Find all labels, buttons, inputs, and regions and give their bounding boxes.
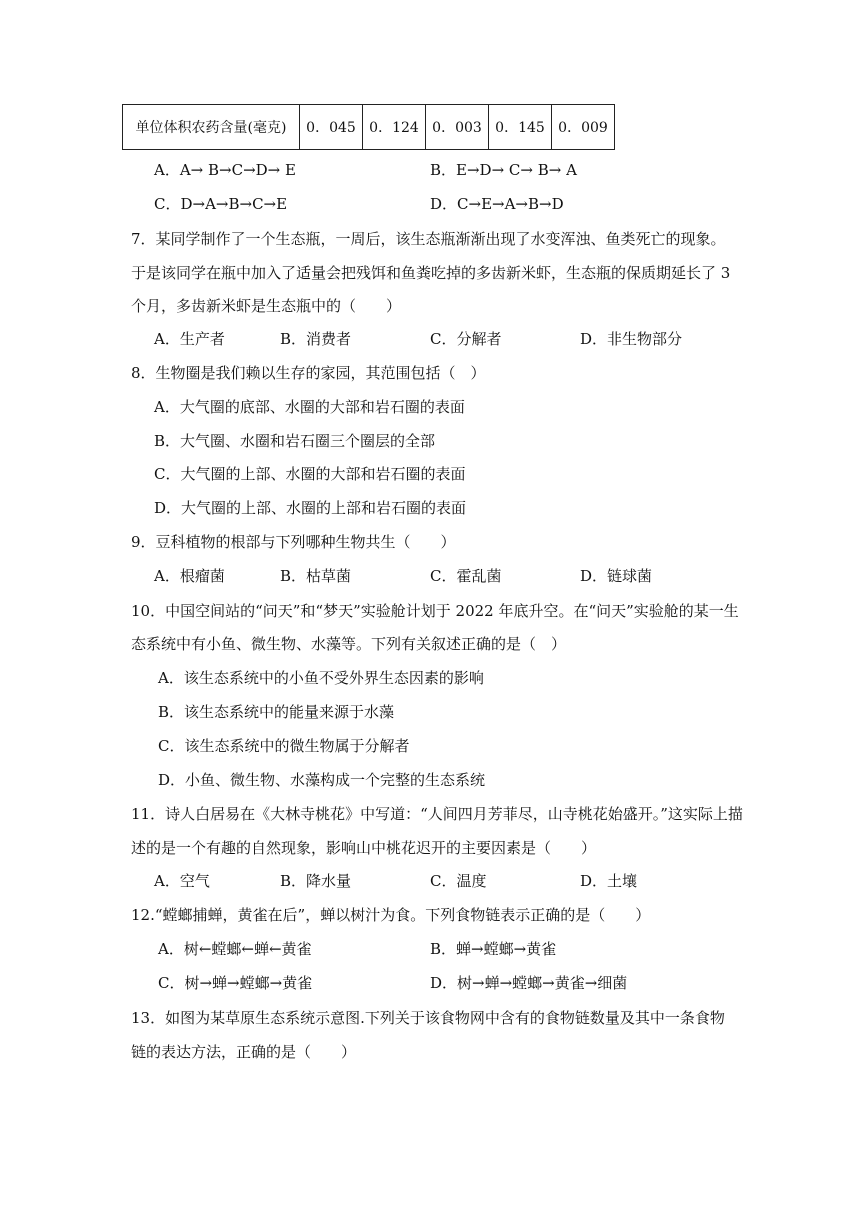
q7-option-b: B．消费者 [280,330,352,348]
q9-option-d: D．链球菌 [580,567,653,585]
q11-option-a: A．空气 [154,872,210,890]
q12-option-b: B．蝉→螳螂→黄雀 [430,940,557,958]
q7-stem-line-1: 7．某同学制作了一个生态瓶，一周后，该生态瓶渐渐出现了水变浑浊、鱼类死亡的现象。 [131,230,726,248]
q8-option-c: C．大气圈的上部、水圈的大部和岩石圈的表面 [154,465,466,483]
q7-option-a: A．生产者 [154,330,225,348]
q6-option-d: D．C→E→A→B→D [430,195,564,213]
table-cell: 0．124 [363,105,426,150]
q6-option-b: B．E→D→ C→ B→ A [430,161,577,179]
q12-option-d: D．树→蝉→螳螂→黄雀→细菌 [430,974,628,992]
q10-stem-line-2: 态系统中有小鱼、微生物、水藻等。下列有关叙述正确的是（ ） [131,635,567,653]
q6-option-c: C．D→A→B→C→E [154,195,288,213]
q12-stem: 12.“螳螂捕蝉，黄雀在后”，蝉以树汁为食。下列食物链表示正确的是（ ） [131,906,651,924]
q8-option-b: B．大气圈、水圈和岩石圈三个圈层的全部 [154,432,436,450]
q11-option-c: C．温度 [430,872,487,890]
q11-stem-line-2: 述的是一个有趣的自然现象，影响山中桃花迟开的主要因素是（ ） [131,839,597,857]
q8-stem: 8．生物圈是我们赖以生存的家园，其范围包括（ ） [131,364,486,382]
q13-stem-line-1: 13．如图为某草原生态系统示意图.下列关于该食物网中含有的食物链数量及其中一条食物 [131,1009,725,1027]
q8-option-a: A．大气圈的底部、水圈的大部和岩石圈的表面 [154,398,465,416]
table-cell: 0．145 [489,105,552,150]
q12-option-c: C．树→蝉→螳螂→黄雀 [158,974,313,992]
q10-option-b: B．该生态系统中的能量来源于水藻 [158,703,395,721]
table-cell: 0．045 [300,105,363,150]
q11-stem-line-1: 11．诗人白居易在《大林寺桃花》中写道：“人间四月芳菲尽，山寺桃花始盛开。”这实际上描 [131,805,743,823]
q11-option-b: B．降水量 [280,872,352,890]
q10-option-c: C．该生态系统中的微生物属于分解者 [158,737,410,755]
q7-stem-line-3: 个月，多齿新米虾是生态瓶中的（ ） [131,297,402,315]
q9-stem: 9．豆科植物的根部与下列哪种生物共生（ ） [131,533,456,551]
q9-option-a: A．根瘤菌 [154,567,225,585]
q10-option-a: A．该生态系统中的小鱼不受外界生态因素的影响 [158,669,484,687]
q7-option-c: C．分解者 [430,330,502,348]
table-cell: 0．009 [552,105,615,150]
q6-option-a: A．A→ B→C→D→ E [154,161,296,179]
q9-option-c: C．霍乱菌 [430,567,502,585]
q10-option-d: D．小鱼、微生物、水藻构成一个完整的生态系统 [158,771,486,789]
table-cell: 0．003 [426,105,489,150]
q8-option-d: D．大气圈的上部、水圈的上部和岩石圈的表面 [154,499,467,517]
q13-stem-line-2: 链的表达方法，正确的是（ ） [131,1043,357,1061]
pesticide-table [122,104,615,150]
q7-option-d: D．非生物部分 [580,330,683,348]
table-row [123,105,615,150]
table-header-cell: 单位体积农药含量(毫克) [123,105,300,150]
q9-option-b: B．枯草菌 [280,567,352,585]
q12-option-a: A．树←螳螂←蝉←黄雀 [158,940,312,958]
q7-stem-line-2: 于是该同学在瓶中加入了适量会把残饵和鱼粪吃掉的多齿新米虾，生态瓶的保质期延长了 3 [131,264,731,282]
q11-option-d: D．土壤 [580,872,638,890]
q10-stem-line-1: 10．中国空间站的“问天”和“梦天”实验舱计划于 2022 年底升空。在“问天”实验舱的某一生 [131,602,739,620]
